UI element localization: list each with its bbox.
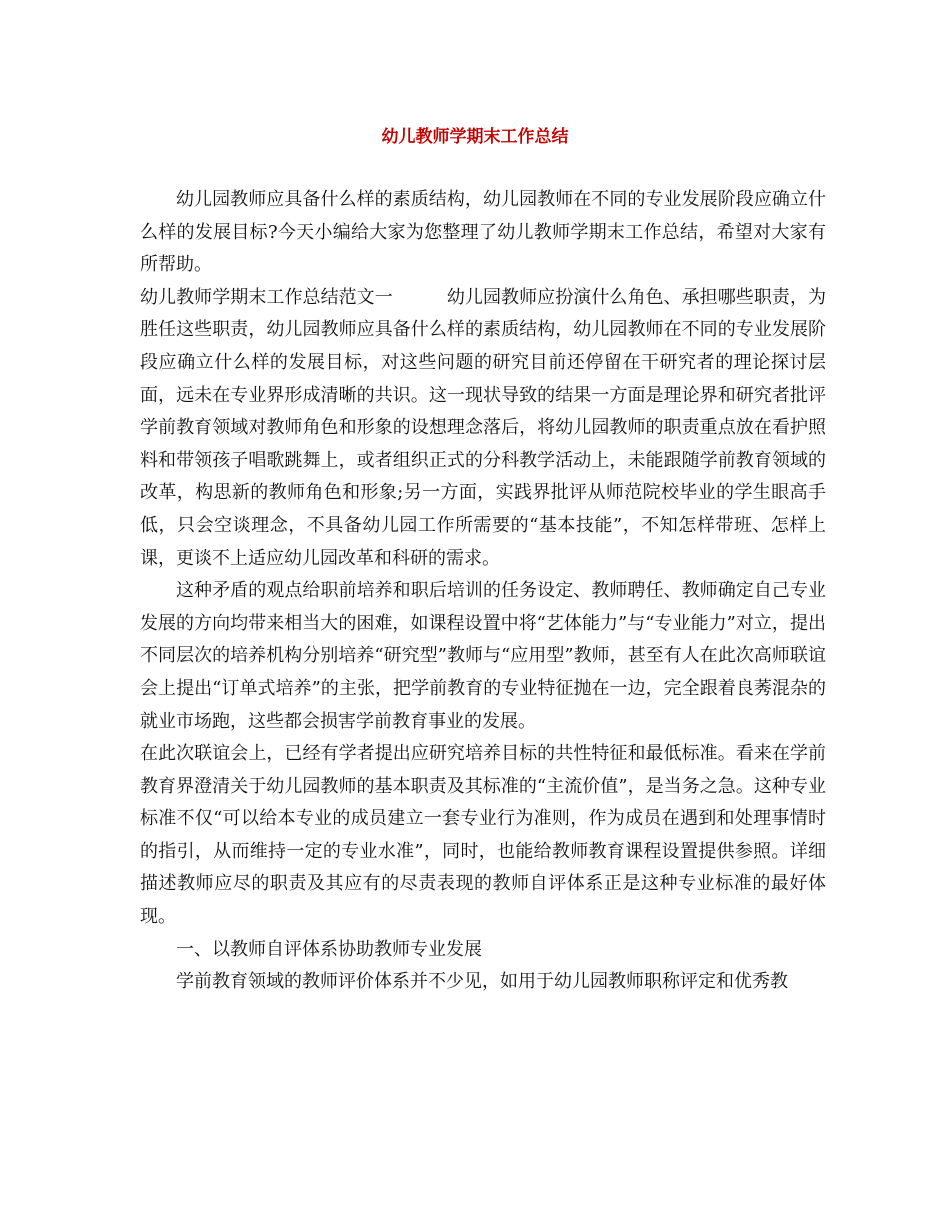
document-title: 幼儿教师学期末工作总结 — [381, 127, 569, 147]
section-heading: 幼儿教师学期末工作总结范文一 — [140, 286, 393, 308]
section-one-paragraph — [140, 282, 826, 575]
intro-paragraph: 幼儿园教师应具备什么样的素质结构，幼儿园教师在不同的专业发展阶段应确立什么样的发展目标?今天小编给大家为您整理了幼儿教师学期末工作总结，希望对大家有所帮助。 — [140, 189, 826, 276]
paragraph-four: 学前教育领域的教师评价体系并不少见，如用于幼儿园教师职称评定和优秀教 — [176, 971, 788, 993]
paragraph-two: 这种矛盾的观点给职前培养和职后培训的任务设定、教师聘任、教师确定自己专业发展的方向均带来相当大的困难，如课程设置中将“艺体能力”与“专业能力”对立，提出不同层次的培养机构分别培养“研究型”教师与“应用型”教师，甚至有人在此次高师联谊会上提出“订单式培养”的主张，把学前教育的专业特征抛在一边，完全跟着良莠混杂的就业市场跑，这些都会损害学前教育事业的发展。 — [140, 580, 826, 732]
document-body — [140, 184, 826, 999]
paragraph-three: 在此次联谊会上，已经有学者提出应研究培养目标的共性特征和最低标准。看来在学前教育界澄清关于幼儿园教师的基本职责及其标准的“主流价值”，是当务之急。这种专业标准不仅“可以给本专业的成员建立一套专业行为准则，作为成员在遇到和处理事情时的指引，从而维持一定的专业水准”，同时，也能给教师教育课程设置提供参照。详细描述教师应尽的职责及其应有的尽责表现的教师自评体系正是这种专业标准的最好体现。 — [140, 743, 826, 928]
subheading-one: 一、以教师自评体系协助教师专业发展 — [176, 938, 482, 960]
paragraph-one-text: 幼儿园教师应扮演什么角色、承担哪些职责，为胜任这些职责，幼儿园教师应具备什么样的素质结构，幼儿园教师在不同的专业发展阶段应确立什么样的发展目标，对这些问题的研究目前还停留在干研究者的理论探讨层面，远未在专业界形成清晰的共识。这一现状导致的结果一方面是理论界和研究者批评学前教育领域对教师角色和形象的设想理念落后，将幼儿园教师的职责重点放在看护照料和带领孩子唱歌跳舞上，或者组织正式的分科教学活动上，未能跟随学前教育领域的改革，构思新的教师角色和形象;另一方面，实践界批评从师范院校毕业的学生眼高手低，只会空谈理念，不具备幼儿园工作所需要的“基本技能”，不知怎样带班、怎样上课，更谈不上适应幼儿园改革和科研的需求。 — [140, 286, 827, 569]
